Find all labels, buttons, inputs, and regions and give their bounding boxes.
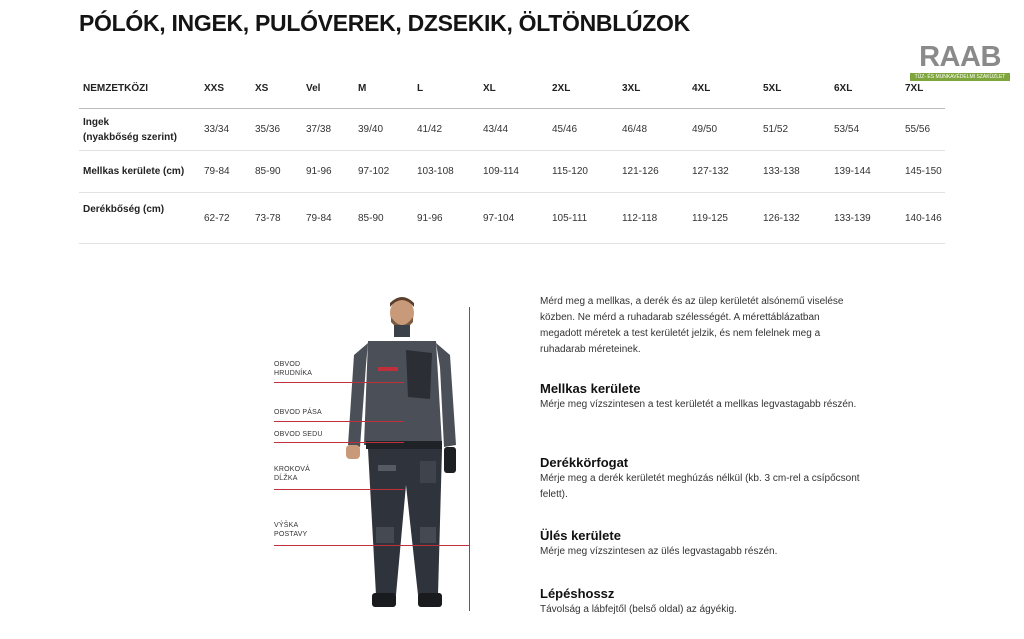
label-seat-circumference — [274, 430, 323, 439]
header-cell: 7XL — [901, 68, 945, 109]
header-cell: 5XL — [759, 68, 830, 109]
header-cell: XXS — [200, 68, 251, 109]
table-row — [79, 193, 945, 244]
table-cell: 79-84 — [302, 193, 354, 244]
section-heading: Ülés kerülete — [540, 528, 621, 543]
table-cell: 139-144 — [830, 151, 901, 193]
row-label — [79, 193, 200, 244]
header-cell: XS — [251, 68, 302, 109]
table-cell: 79-84 — [200, 151, 251, 193]
table-cell: 91-96 — [302, 151, 354, 193]
header-cell: 2XL — [548, 68, 618, 109]
row-label-line: (nyakbőség szerint) — [83, 131, 177, 143]
section-inseam — [540, 586, 860, 618]
table-cell: 133-139 — [830, 193, 901, 244]
waist-measure-line — [274, 421, 404, 422]
table-cell: 97-104 — [479, 193, 548, 244]
table-cell: 105-111 — [548, 193, 618, 244]
size-chart-table — [79, 68, 945, 244]
section-heading: Lépéshossz — [540, 586, 615, 601]
table-cell: 115-120 — [548, 151, 618, 193]
header-cell: XL — [479, 68, 548, 109]
intro-text: Mérd meg a mellkas, a derék és az ülep kerületét alsónemű viselése közben. Ne mérd a ruhadarab szélességét. A mérettáblázatban megadott méretek a test kerületét jelzik, és nem felelnek meg a ruhadarab méreteinek. — [540, 296, 844, 355]
table-cell: 53/54 — [830, 109, 901, 151]
table-cell: 145-150 — [901, 151, 945, 193]
table-cell: 43/44 — [479, 109, 548, 151]
section-text: Mérje meg a derék kerületét meghúzás nélkül (kb. 3 cm-rel a csípőcsont felett). — [540, 473, 860, 500]
worker-illustration — [260, 295, 475, 615]
table-cell: 103-108 — [413, 151, 479, 193]
logo-tagline: TŰZ- ÉS MUNKAVÉDELMI SZAKÜZLET — [910, 73, 1010, 81]
section-text: Mérje meg vízszintesen az ülés legvastagabb részén. — [540, 546, 778, 557]
fig-label-line: KROKOVÁ — [274, 466, 311, 473]
page-title: PÓLÓK, INGEK, PULÓVEREK, DZSEKIK, ÖLTÖNBLÚZOK — [79, 10, 690, 36]
fig-label-line: DĹŽKA — [274, 475, 298, 482]
row-label-line: Derékbőség (cm) — [83, 204, 165, 215]
table-cell: 45/46 — [548, 109, 618, 151]
section-seat — [540, 528, 860, 560]
table-cell: 133-138 — [759, 151, 830, 193]
table-cell: 85-90 — [251, 151, 302, 193]
table-cell: 33/34 — [200, 109, 251, 151]
label-chest-circumference — [274, 360, 312, 378]
section-chest — [540, 381, 860, 413]
section-heading: Derékkörfogat — [540, 455, 629, 470]
table-cell: 127-132 — [688, 151, 759, 193]
label-waist-circumference — [274, 408, 322, 417]
row-label-line: Mellkas kerülete (cm) — [83, 166, 185, 177]
table-cell: 46/48 — [618, 109, 688, 151]
table-row — [79, 151, 945, 193]
table-cell: 112-118 — [618, 193, 688, 244]
label-inseam-length — [274, 465, 310, 483]
label-body-height — [274, 521, 307, 539]
height-vertical-line — [469, 307, 470, 611]
measurement-instructions — [540, 294, 860, 615]
table-header-row — [79, 68, 945, 109]
table-cell: 97-102 — [354, 151, 413, 193]
inseam-measure-line — [274, 489, 404, 490]
table-cell: 62-72 — [200, 193, 251, 244]
section-heading: Mellkas kerülete — [540, 381, 641, 396]
row-label — [79, 151, 200, 193]
header-cell: Vel — [302, 68, 354, 109]
table-cell: 55/56 — [901, 109, 945, 151]
table-cell: 119-125 — [688, 193, 759, 244]
table-cell: 91-96 — [413, 193, 479, 244]
fig-label-line: OBVOD SEDU — [274, 431, 323, 438]
table-cell: 35/36 — [251, 109, 302, 151]
height-measure-line — [274, 545, 470, 546]
logo-wordmark: RAAB — [919, 41, 1001, 73]
row-label — [79, 109, 200, 151]
header-cell: 4XL — [688, 68, 759, 109]
row-label-line: Ingek — [83, 116, 110, 128]
table-cell: 126-132 — [759, 193, 830, 244]
fig-label-line: HRUDNÍKA — [274, 370, 313, 377]
table-cell: 41/42 — [413, 109, 479, 151]
table-cell: 51/52 — [759, 109, 830, 151]
fig-label-line: VÝŠKA — [274, 522, 299, 529]
table-cell: 73-78 — [251, 193, 302, 244]
table-cell: 140-146 — [901, 193, 945, 244]
table-cell: 39/40 — [354, 109, 413, 151]
header-cell: 3XL — [618, 68, 688, 109]
section-text: Mérje meg vízszintesen a test kerületét a mellkas legvastagabb részén. — [540, 399, 857, 410]
table-row — [79, 109, 945, 151]
seat-measure-line — [274, 442, 404, 443]
header-cell: NEMZETKÖZI — [79, 68, 200, 109]
table-cell: 37/38 — [302, 109, 354, 151]
section-waist — [540, 455, 860, 503]
measurement-figure — [260, 295, 475, 615]
fig-label-line: POSTAVY — [274, 531, 308, 538]
table-cell: 109-114 — [479, 151, 548, 193]
table-cell: 121-126 — [618, 151, 688, 193]
header-cell: L — [413, 68, 479, 109]
header-cell: 6XL — [830, 68, 901, 109]
table-cell: 49/50 — [688, 109, 759, 151]
header-cell: M — [354, 68, 413, 109]
fig-label-line: OBVOD — [274, 361, 301, 368]
section-text: Távolság a lábfejtől (belső oldal) az ágyékig. — [540, 604, 737, 615]
fig-label-line: OBVOD PÁSA — [274, 409, 322, 416]
chest-measure-line — [274, 382, 404, 383]
table-cell: 85-90 — [354, 193, 413, 244]
